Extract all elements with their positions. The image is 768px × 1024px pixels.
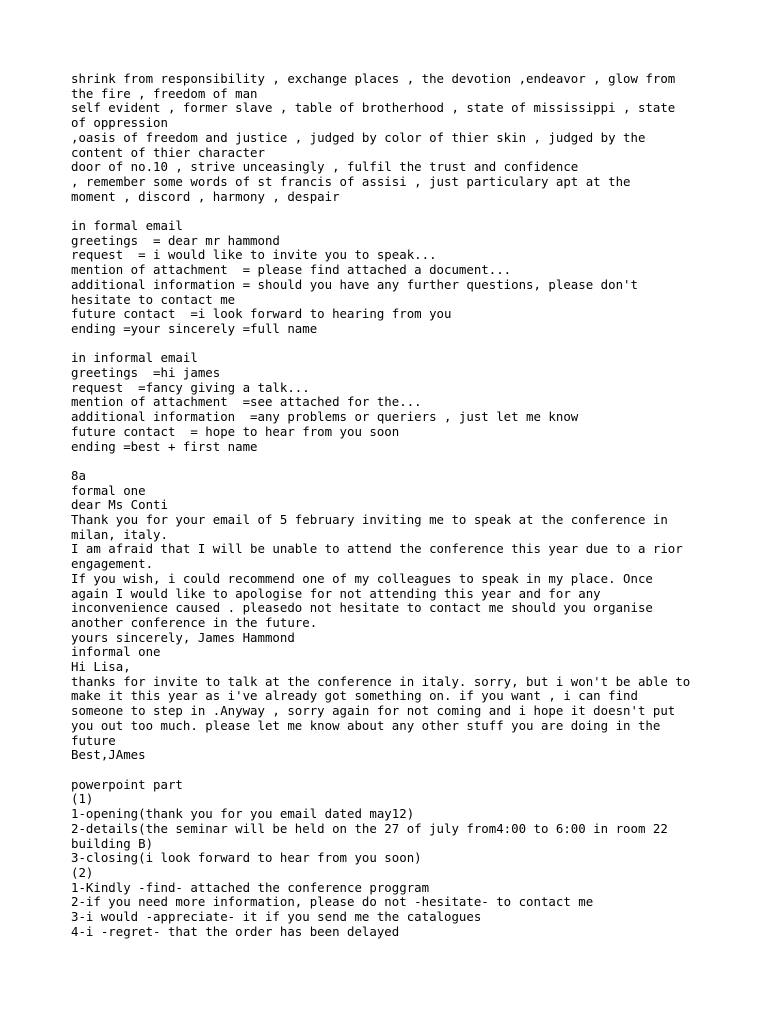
text-line: request = i would like to invite you to speak... — [71, 247, 437, 263]
text-line: If you wish, i could recommend one of my colleagues to speak in my place. Once — [71, 570, 653, 586]
text-line: powerpoint part — [71, 776, 183, 792]
text-line: engagement. — [71, 556, 154, 572]
text-line: someone to step in .Anyway , sorry again for not coming and i hope it doesn't put — [71, 703, 676, 719]
text-line: milan, italy. — [71, 526, 168, 542]
text-line: , remember some words of st francis of assisi , just particulary apt at the — [71, 173, 631, 189]
blank-line — [71, 454, 711, 469]
text-line: door of no.10 , strive unceasingly , fulfil the trust and confidence — [71, 159, 579, 175]
text-line: ending =your sincerely =full name — [71, 320, 318, 336]
text-line: mention of attachment =see attached for the... — [71, 394, 422, 410]
text-line: 3-closing(i look forward to hear from you soon) — [71, 850, 422, 866]
text-line: ,oasis of freedom and justice , judged by color of thier skin , judged by the — [71, 129, 646, 145]
text-line: 8a — [71, 467, 86, 483]
text-line: (2) — [71, 864, 94, 880]
text-line: Thank you for your email of 5 february inviting me to speak at the conference in — [71, 512, 668, 528]
text-line: 1-opening(thank you for you email dated may12) — [71, 806, 415, 822]
text-line: the fire , freedom of man — [71, 85, 258, 101]
blank-line — [71, 763, 711, 778]
text-line: additional information =any problems or queriers , just let me know — [71, 409, 579, 425]
text-line: inconvenience caused . pleasedo not hesitate to contact me should you organise — [71, 600, 653, 616]
text-line: future — [71, 732, 116, 748]
text-line: you out too much. please let me know about any other stuff you are doing in the — [71, 717, 661, 733]
text-line: formal one — [71, 482, 146, 498]
text-line: mention of attachment = please find attached a document... — [71, 262, 512, 278]
text-line: greetings =hi james — [71, 365, 221, 381]
text-line: (1) — [71, 791, 94, 807]
text-line: thanks for invite to talk at the conference in italy. sorry, but i won't be able to — [71, 673, 691, 689]
text-line: 3-i would -appreciate- it if you send me the catalogues — [71, 909, 482, 925]
text-line: 2-if you need more information, please do not -hesitate- to contact me — [71, 894, 594, 910]
text-line: Hi Lisa, — [71, 659, 131, 675]
text-line: yours sincerely, James Hammond — [71, 629, 295, 645]
blank-line — [71, 337, 711, 352]
text-line: self evident , former slave , table of brotherhood , state of mississippi , state — [71, 100, 676, 116]
text-line: Best,JAmes — [71, 747, 146, 763]
text-line: 2-details(the seminar will be held on the 27 of july from4:00 to 6:00 in room 22 — [71, 820, 668, 836]
text-line: 1-Kindly -find- attached the conference proggram — [71, 879, 430, 895]
text-line: dear Ms Conti — [71, 497, 168, 513]
document-page — [71, 72, 711, 939]
text-line: moment , discord , harmony , despair — [71, 188, 340, 204]
text-line: ending =best + first name — [71, 438, 258, 454]
text-line: I am afraid that I will be unable to attend the conference this year due to a rior — [71, 541, 683, 557]
text-line: request =fancy giving a talk... — [71, 379, 310, 395]
text-line: future contact = hope to hear from you soon — [71, 423, 400, 439]
text-line: hesitate to contact me — [71, 291, 236, 307]
text-line: additional information = should you have any further questions, please don't — [71, 276, 638, 292]
text-line: building B) — [71, 835, 154, 851]
text-line: in informal email — [71, 350, 198, 366]
text-line: another conference in the future. — [71, 614, 318, 630]
text-line: shrink from responsibility , exchange places , the devotion ,endeavor , glow from — [71, 71, 676, 86]
text-line: content of thier character — [71, 144, 265, 160]
text-line: of oppression — [71, 115, 168, 131]
text-line: make it this year as i've already got something on. if you want , i can find — [71, 688, 638, 704]
text-line: in formal email — [71, 218, 183, 234]
text-line: again I would like to apologise for not attending this year and for any — [71, 585, 601, 601]
text-line: future contact =i look forward to hearing from you — [71, 306, 452, 322]
text-line: 4-i -regret- that the order has been delayed — [71, 923, 400, 939]
blank-line — [71, 204, 711, 219]
text-line: greetings = dear mr hammond — [71, 232, 280, 248]
text-line: informal one — [71, 644, 161, 660]
